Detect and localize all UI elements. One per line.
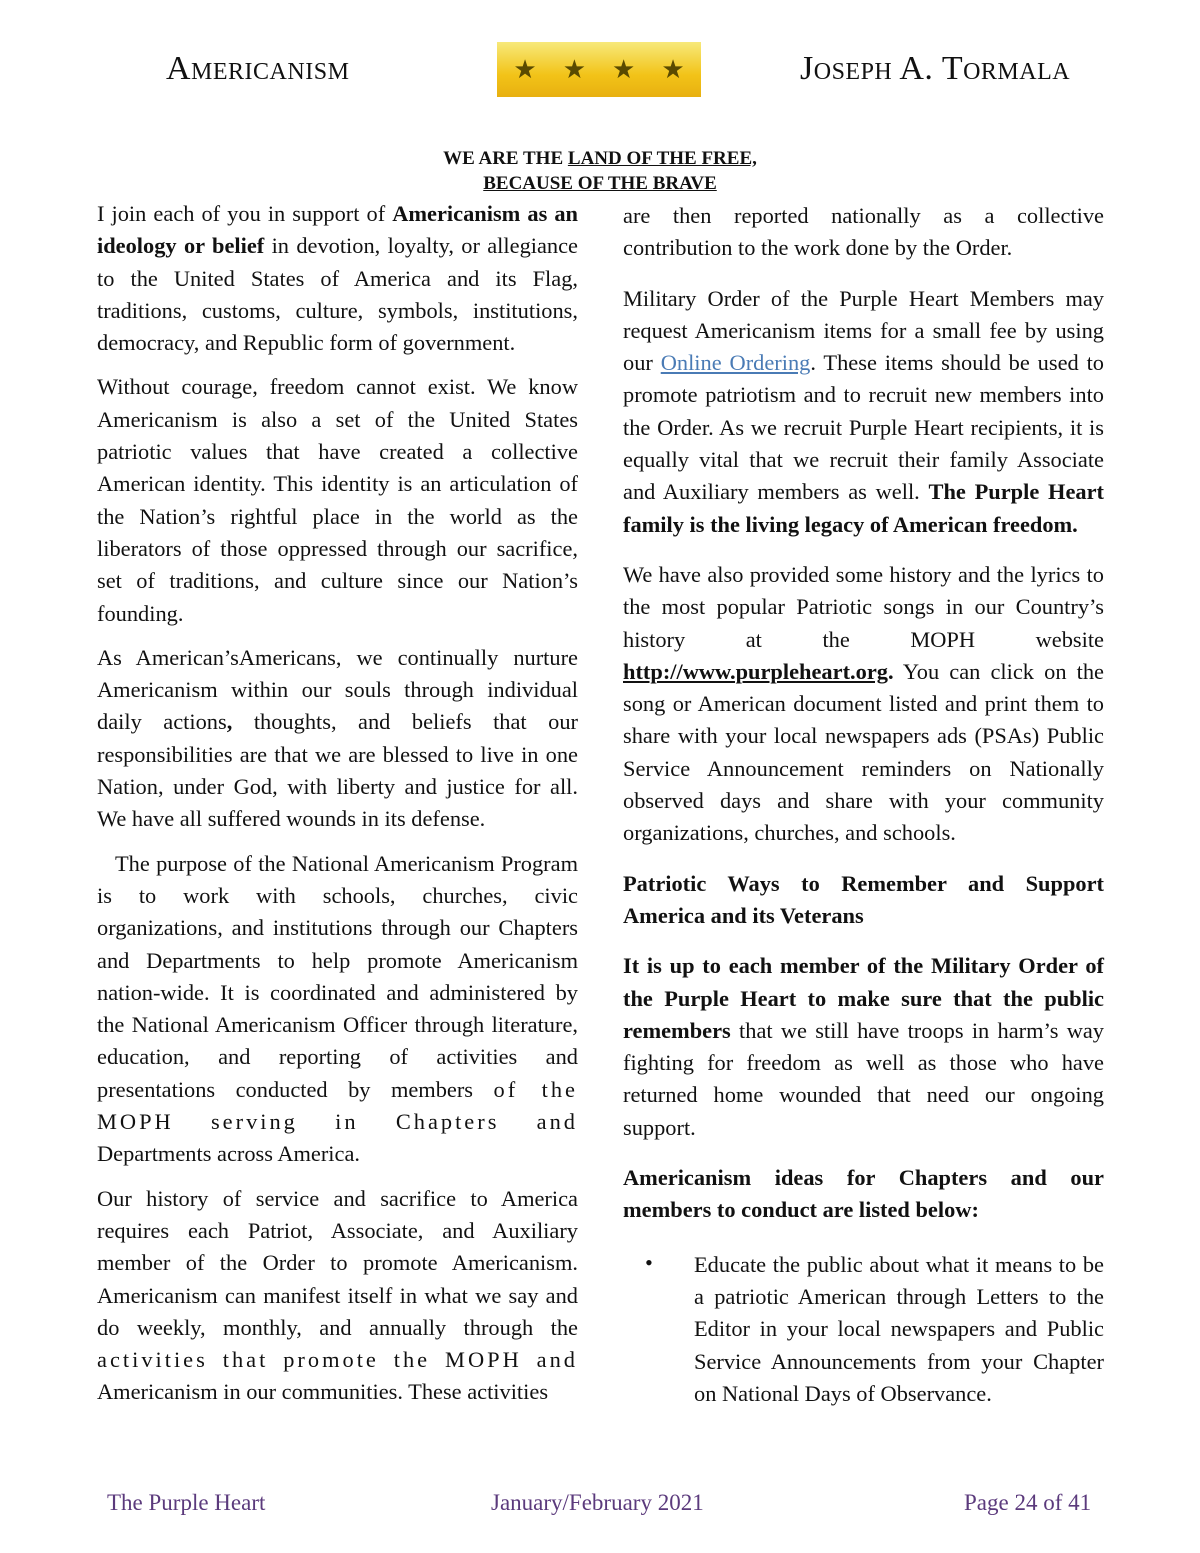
bold-text: It is up to each member of the Military Order of the Purple Heart to make sure that the public remembers [623, 953, 1104, 1043]
text: of the MOPH serving in Chapters and [97, 1076, 578, 1135]
list-item [623, 1249, 1104, 1410]
right-column [623, 200, 1104, 1410]
paragraph [623, 283, 1104, 541]
paragraph [97, 1183, 578, 1409]
footer-date: January/February 2021 [491, 1490, 704, 1515]
section-heading [623, 868, 1104, 933]
text: As American’sAmericans, we continually nurture Americanism within our souls through individual daily actions [97, 644, 578, 735]
article-title-line1 [300, 146, 900, 171]
text: thoughts, and beliefs that our responsibilities are that we are blessed to live in one Nation, under God, with liberty and justice for all. We have all suffered wounds in its defense. [97, 709, 578, 832]
star-icon: ★ [513, 54, 537, 84]
star-icon: ★ [661, 54, 685, 84]
paragraph [623, 559, 1104, 850]
paragraph: Without courage, freedom cannot exist. We know Americanism is also a set of the United States patriotic values that have created a collective American identity. This identity is an articulation of the Nation’s rightful place in the world as the liberators of those oppressed through our sacrifice, set of traditions, and culture since our Nation’s founding. [97, 374, 578, 626]
text: activities that promote the MOPH and [97, 1347, 578, 1373]
text: that we still have troops in harm’s way fighting for freedom as well as those who have returned home wounded that need our ongoing support. [623, 1017, 1104, 1140]
text: in devotion, loyalty, or allegiance to the United States of America and its Flag, traditions, customs, culture, symbols, institutions, democracy, and Republic form of government. [97, 233, 578, 356]
paragraph [97, 642, 578, 836]
bold-text: The Purple Heart family is the living legacy of American freedom. [623, 479, 1104, 537]
bold-text: Americanism ideas for Chapters and our members to conduct are listed below: [623, 1165, 1104, 1223]
online-ordering-link[interactable]: Online Ordering [660, 350, 811, 376]
paragraph [623, 950, 1104, 1144]
text: Our history of service and sacrifice to America requires each Patriot, Associate, and Auxiliary member of the Order to promote Americanism. Americanism can manifest itself in what we say and do weekly, monthly, and annually through the [97, 1185, 578, 1340]
footer-page-number: Page 24 of 41 [964, 1490, 1092, 1515]
bold-text: . [887, 658, 894, 684]
title-underlined: LAND OF THE FREE, [567, 148, 757, 169]
footer-publication: The Purple Heart [107, 1490, 266, 1515]
bullet-icon: • [645, 1249, 653, 1275]
header-section-title: Americanism [166, 50, 350, 87]
title-prefix: WE ARE THE [443, 148, 568, 169]
text: Military Order of the Purple Heart Members may request Americanism items for a small fee by using our [623, 285, 1104, 376]
website-link[interactable]: http://www.purpleheart.org [623, 658, 888, 684]
text: . These items should be used to promote patriotism and to recruit new members into the Order. As we recruit Purple Heart recipients, it is equally vital that we recruit their family Associate and Auxiliary members as well. [623, 350, 1104, 505]
list-item-text: Educate the public about what it means to be a patriotic American through Letters to the Editor in your local newspapers and Public Service Announcements from your Chapter on National Days of Observance. [694, 1251, 1104, 1406]
text: I join each of you in support of [97, 201, 393, 226]
article-title-line2: BECAUSE OF THE BRAVE [483, 173, 717, 194]
bold-text: Patriotic Ways to Remember and Support America and its Veterans [623, 870, 1104, 928]
header-author: Joseph A. Tormala [800, 50, 1071, 87]
text: Americanism in our communities. These activities [97, 1379, 549, 1405]
paragraph: are then reported nationally as a collective contribution to the work done by the Order. [623, 203, 1104, 261]
text: Departments across America. [97, 1141, 360, 1167]
paragraph [97, 198, 578, 359]
text: You can click on the song or American document listed and print them to share with your local newspapers ads (PSAs) Public Service Announcement reminders on Nationally observed days and share with your community organizations, churches, and schools. [623, 658, 1104, 846]
paragraph [97, 848, 578, 1171]
left-column [97, 198, 578, 1421]
bold-text: , [226, 709, 233, 735]
stars-banner [497, 42, 701, 97]
bold-text: Americanism as an ideology or belief [97, 201, 578, 259]
text: We have also provided some history and the lyrics to the most popular Patriotic songs in our Country’s history at the MOPH website [623, 561, 1104, 652]
star-icon: ★ [562, 54, 586, 84]
star-icon: ★ [612, 54, 636, 84]
text: The purpose of the National Americanism Program is to work with schools, churches, civic organizations, and institutions through our Chapters and Departments to help promote Americanism nation-wide. It is coordinated and administered by the National Americanism Officer through literature, education, and reporting of activities and presentations conducted by members [97, 850, 578, 1102]
section-heading [623, 1162, 1104, 1227]
